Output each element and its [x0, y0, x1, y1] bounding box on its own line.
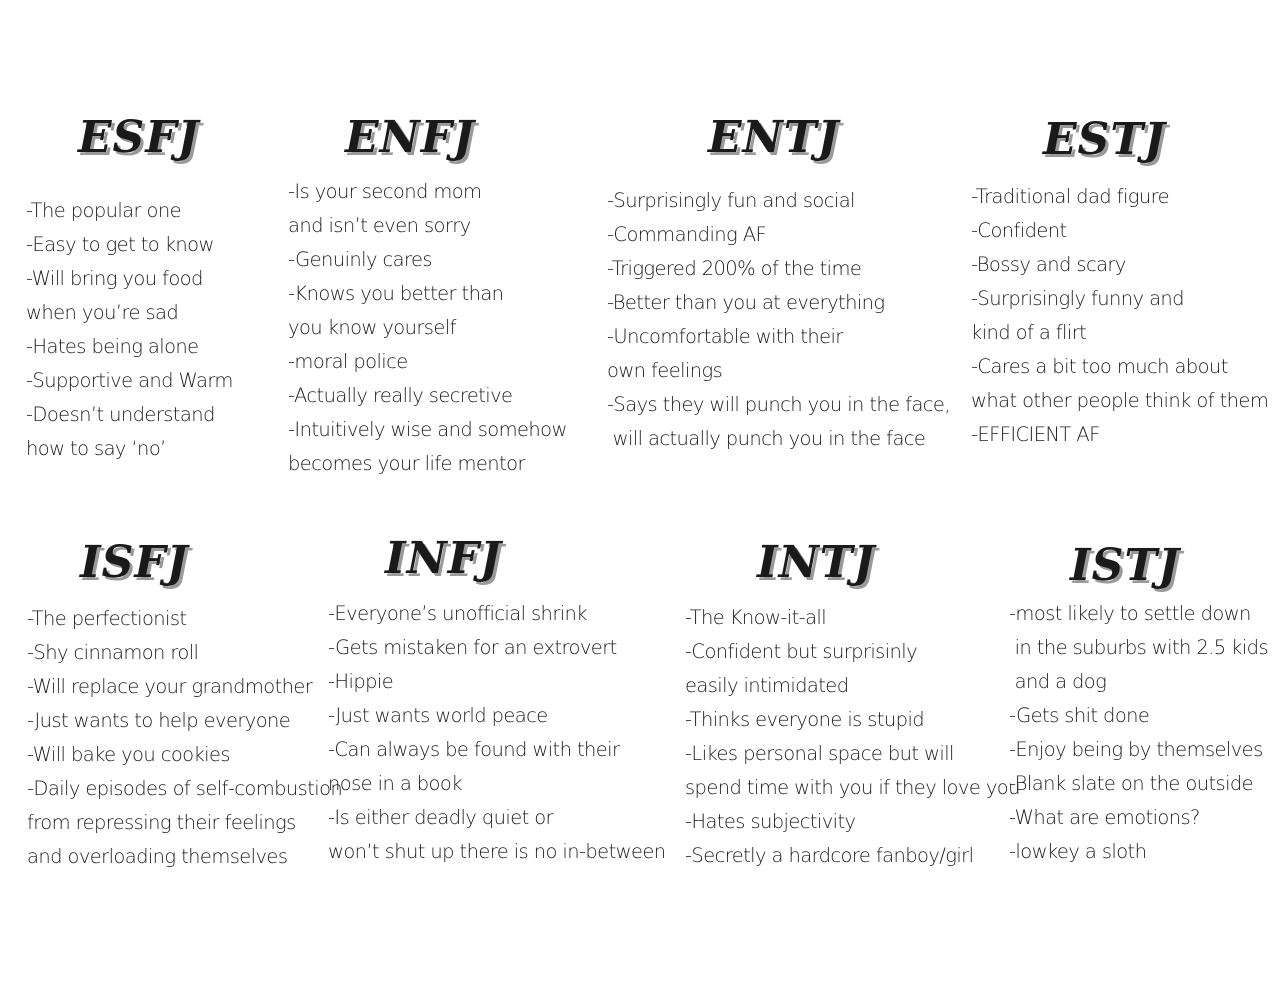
- type-title-isfj: ISFJ: [80, 537, 189, 588]
- trait-line: -Shy cinnamon roll: [27, 641, 199, 664]
- trait-line: -Better than you at everything: [607, 291, 885, 314]
- trait-line: -Likes personal space but will: [685, 742, 954, 765]
- trait-line: -Hates being alone: [26, 335, 199, 358]
- trait-line: easily intimidated: [685, 674, 849, 697]
- trait-line: when you’re sad: [26, 301, 179, 324]
- type-title-intj: INTJ: [757, 537, 876, 588]
- trait-line: -Daily episodes of self-combustion: [27, 777, 343, 800]
- trait-line: from repressing their feelings: [27, 811, 296, 834]
- trait-line: will actually punch you in the face: [607, 427, 926, 450]
- trait-line: -Enjoy being by themselves: [1009, 738, 1263, 761]
- trait-list-intj: [685, 601, 1020, 873]
- trait-line: -Easy to get to know: [26, 233, 214, 256]
- type-title-enfj: ENFJ: [345, 112, 475, 163]
- trait-line: -Bossy and scary: [971, 253, 1126, 276]
- trait-line: spend time with you if they love you: [685, 776, 1020, 799]
- trait-list-istj: [1009, 597, 1268, 869]
- trait-line: -Thinks everyone is stupid: [685, 708, 925, 731]
- trait-line: -Everyone’s unofficial shrink: [328, 602, 587, 625]
- trait-line: -The popular one: [26, 199, 182, 222]
- trait-line: -Hippie: [328, 670, 394, 693]
- type-title-entj: ENTJ: [708, 112, 840, 163]
- trait-line: -Genuinly cares: [288, 248, 432, 271]
- trait-line: -Gets mistaken for an extrovert: [328, 636, 617, 659]
- trait-line: -Surprisingly funny and: [971, 287, 1184, 310]
- trait-line: -Traditional dad figure: [971, 185, 1170, 208]
- trait-line: -Intuitively wise and somehow: [288, 418, 567, 441]
- type-title-infj: INFJ: [385, 533, 502, 584]
- trait-line: and isn’t even sorry: [288, 214, 471, 237]
- trait-line: -Blank slate on the outside: [1009, 772, 1254, 795]
- type-title-estj: ESTJ: [1043, 114, 1166, 165]
- trait-line: -moral police: [288, 350, 408, 373]
- trait-list-estj: [971, 180, 1268, 452]
- trait-line: kind of a flirt: [971, 321, 1087, 344]
- type-title-istj: ISTJ: [1070, 540, 1180, 591]
- trait-line: -Cares a bit too much about: [971, 355, 1228, 378]
- trait-line: -Doesn’t understand: [26, 403, 215, 426]
- trait-line: -Gets shit done: [1009, 704, 1150, 727]
- trait-line: and a dog: [1009, 670, 1107, 693]
- trait-line: -EFFICIENT AF: [971, 423, 1100, 446]
- trait-line: -What are emotions?: [1009, 806, 1200, 829]
- trait-line: -Confident: [971, 219, 1067, 242]
- trait-line: and overloading themselves: [27, 845, 288, 868]
- trait-line: -Actually really secretive: [288, 384, 513, 407]
- trait-line: -Just wants to help everyone: [27, 709, 291, 732]
- trait-line: becomes your life mentor: [288, 452, 525, 475]
- trait-line: -Is your second mom: [288, 180, 482, 203]
- trait-line: -lowkey a sloth: [1009, 840, 1147, 863]
- trait-line: -Will bring you food: [26, 267, 203, 290]
- trait-line: nose in a book: [328, 772, 462, 795]
- type-title-esfj: ESFJ: [78, 112, 200, 163]
- trait-line: -The perfectionist: [27, 607, 187, 630]
- trait-line: -The Know-it-all: [685, 606, 827, 629]
- trait-line: -Confident but surprisinly: [685, 640, 918, 663]
- trait-line: you know yourself: [288, 316, 456, 339]
- trait-line: -Knows you better than: [288, 282, 504, 305]
- trait-line: own feelings: [607, 359, 723, 382]
- trait-list-enfj: [288, 175, 567, 481]
- trait-line: won’t shut up there is no in-between: [328, 840, 666, 863]
- trait-line: in the suburbs with 2.5 kids: [1009, 636, 1269, 659]
- trait-line: -Surprisingly fun and social: [607, 189, 855, 212]
- trait-line: -Hates subjectivity: [685, 810, 856, 833]
- trait-list-infj: [328, 597, 666, 869]
- trait-line: how to say ‘no’: [26, 437, 166, 460]
- trait-line: what other people think of them: [971, 389, 1269, 412]
- trait-list-entj: [607, 184, 950, 456]
- trait-line: -most likely to settle down: [1009, 602, 1251, 625]
- trait-line: -Will replace your grandmother: [27, 675, 313, 698]
- trait-line: -Triggered 200% of the time: [607, 257, 862, 280]
- trait-line: -Is either deadly quiet or: [328, 806, 553, 829]
- trait-line: -Just wants world peace: [328, 704, 548, 727]
- trait-line: -Can always be found with their: [328, 738, 620, 761]
- trait-line: -Says they will punch you in the face,: [607, 393, 950, 416]
- trait-line: -Secretly a hardcore fanboy/girl: [685, 844, 974, 867]
- trait-line: -Will bake you cookies: [27, 743, 230, 766]
- trait-line: -Commanding AF: [607, 223, 767, 246]
- trait-line: -Uncomfortable with their: [607, 325, 843, 348]
- trait-list-esfj: [26, 194, 233, 466]
- trait-line: -Supportive and Warm: [26, 369, 233, 392]
- trait-list-isfj: [27, 602, 342, 874]
